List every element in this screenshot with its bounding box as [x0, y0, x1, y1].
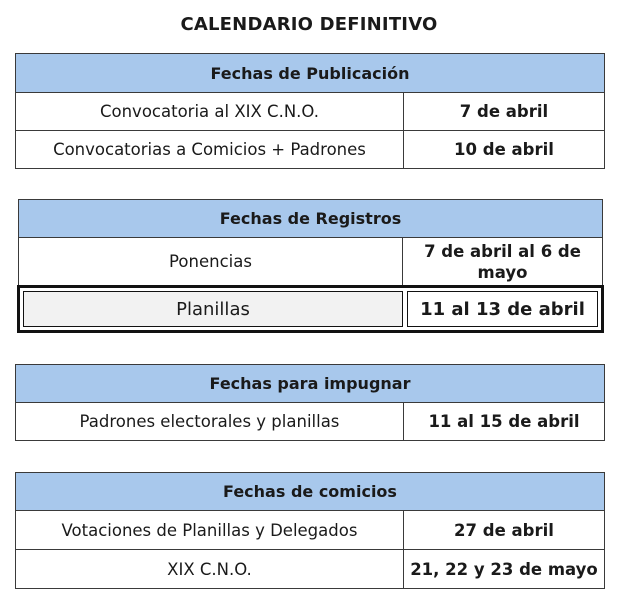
section-header-comicios: Fechas de comicios — [16, 473, 605, 511]
row-label: Votaciones de Planillas y Delegados — [16, 511, 404, 550]
table-row — [16, 93, 605, 131]
table-publicacion — [15, 53, 605, 169]
row-value: 11 al 15 de abril — [403, 403, 604, 441]
table-row — [16, 550, 605, 589]
table-row — [16, 131, 605, 169]
section-header-publicacion: Fechas de Publicación — [16, 54, 605, 93]
row-value: 10 de abril — [403, 131, 604, 169]
table-row — [16, 403, 605, 441]
page-title: CALENDARIO DEFINITIVO — [180, 14, 438, 35]
row-value: 27 de abril — [403, 511, 604, 550]
row-label: Ponencias — [19, 238, 403, 286]
row-label: Convocatoria al XIX C.N.O. — [16, 93, 404, 131]
row-value: 7 de abril — [403, 93, 604, 131]
row-label: Planillas — [23, 291, 403, 327]
table-registros — [18, 199, 603, 286]
table-impugnar — [15, 364, 605, 441]
section-header-impugnar: Fechas para impugnar — [16, 365, 605, 403]
table-row-highlighted — [17, 285, 604, 333]
section-header-registros: Fechas de Registros — [19, 200, 603, 238]
row-label: Padrones electorales y planillas — [16, 403, 404, 441]
table-comicios — [15, 472, 605, 589]
row-value: 11 al 13 de abril — [407, 291, 598, 327]
table-row — [16, 511, 605, 550]
row-label: XIX C.N.O. — [16, 550, 404, 589]
row-value: 7 de abril al 6 de mayo — [403, 238, 603, 286]
table-row — [19, 238, 603, 286]
row-label: Convocatorias a Comicios + Padrones — [16, 131, 404, 169]
row-value: 21, 22 y 23 de mayo — [403, 550, 604, 589]
